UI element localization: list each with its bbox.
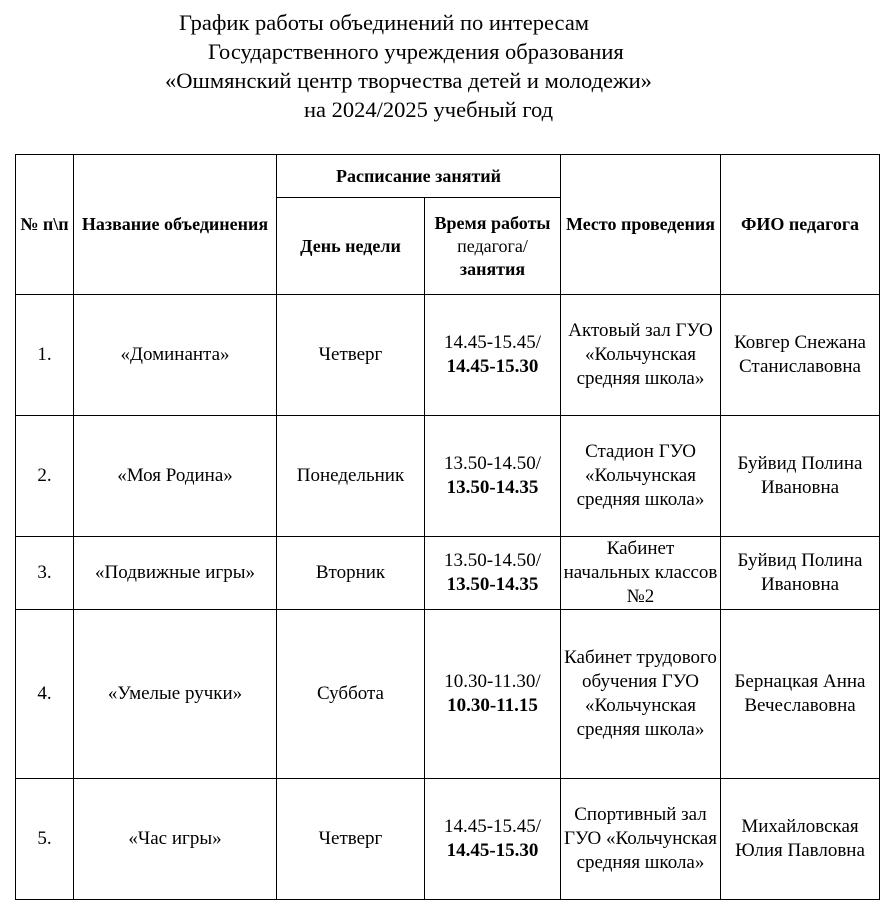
header-time-b: педагога/ xyxy=(457,235,528,256)
row-name: «Час игры» xyxy=(74,779,277,900)
row-place: Спортивный зал ГУО «Кольчунская средняя школа» xyxy=(561,779,721,900)
header-time-c: занятия xyxy=(459,258,526,279)
header-place: Место проведения xyxy=(561,155,721,295)
title-line-4: на 2024/2025 учебный год xyxy=(304,97,554,122)
row-time xyxy=(425,416,561,537)
row-name: «Моя Родина» xyxy=(74,416,277,537)
table-row xyxy=(16,537,880,610)
row-time-class: 14.45-15.30 xyxy=(446,356,539,377)
table-row xyxy=(16,779,880,900)
row-teacher: Буйвид Полина Ивановна xyxy=(721,416,880,537)
row-time-class: 13.50-14.35 xyxy=(446,477,539,498)
title-line-3: «Ошмянский центр творчества детей и молодежи» xyxy=(165,68,652,93)
header-schedule: Расписание занятий xyxy=(277,155,561,198)
row-num: 1. xyxy=(16,295,74,416)
row-num: 4. xyxy=(16,610,74,779)
row-time xyxy=(425,779,561,900)
row-teacher: Бернацкая Анна Вечеславовна xyxy=(721,610,880,779)
row-day: Четверг xyxy=(277,779,425,900)
document-title xyxy=(0,8,892,124)
row-place: Кабинет трудового обучения ГУО «Кольчунская средняя школа» xyxy=(561,610,721,779)
header-day: День недели xyxy=(277,198,425,295)
row-time xyxy=(425,610,561,779)
row-time xyxy=(425,537,561,610)
table-row xyxy=(16,295,880,416)
row-name: «Подвижные игры» xyxy=(74,537,277,610)
row-place: Кабинет начальных классов №2 xyxy=(561,537,721,610)
row-day: Вторник xyxy=(277,537,425,610)
schedule-table xyxy=(15,154,880,900)
table-row xyxy=(16,416,880,537)
header-name: Название объединения xyxy=(74,155,277,295)
row-num: 2. xyxy=(16,416,74,537)
title-line-1: График работы объединений по интересам xyxy=(179,10,590,35)
title-line-2: Государственного учреждения образования xyxy=(208,39,624,64)
row-teacher: Буйвид Полина Ивановна xyxy=(721,537,880,610)
row-teacher: Ковгер Снежана Станиславовна xyxy=(721,295,880,416)
row-name: «Умелые ручки» xyxy=(74,610,277,779)
row-time-teacher: 14.45-15.45/ xyxy=(443,816,542,837)
row-time-class: 14.45-15.30 xyxy=(446,840,539,861)
row-day: Четверг xyxy=(277,295,425,416)
header-time xyxy=(425,198,561,295)
row-time-teacher: 13.50-14.50/ xyxy=(443,453,542,474)
row-num: 5. xyxy=(16,779,74,900)
row-place: Актовый зал ГУО «Кольчунская средняя школа» xyxy=(561,295,721,416)
header-num: № п\п xyxy=(16,155,74,295)
table-row xyxy=(16,610,880,779)
row-time-class: 13.50-14.35 xyxy=(446,574,539,595)
row-num: 3. xyxy=(16,537,74,610)
row-place: Стадион ГУО «Кольчунская средняя школа» xyxy=(561,416,721,537)
row-time-teacher: 10.30-11.30/ xyxy=(444,671,541,692)
row-time-class: 10.30-11.15 xyxy=(447,695,538,716)
row-time-teacher: 14.45-15.45/ xyxy=(443,332,542,353)
row-time-teacher: 13.50-14.50/ xyxy=(443,550,542,571)
row-name: «Доминанта» xyxy=(74,295,277,416)
header-teacher: ФИО педагога xyxy=(721,155,880,295)
header-time-a: Время работы xyxy=(434,212,551,233)
row-teacher: Михайловская Юлия Павловна xyxy=(721,779,880,900)
row-time xyxy=(425,295,561,416)
row-day: Суббота xyxy=(277,610,425,779)
row-day: Понедельник xyxy=(277,416,425,537)
